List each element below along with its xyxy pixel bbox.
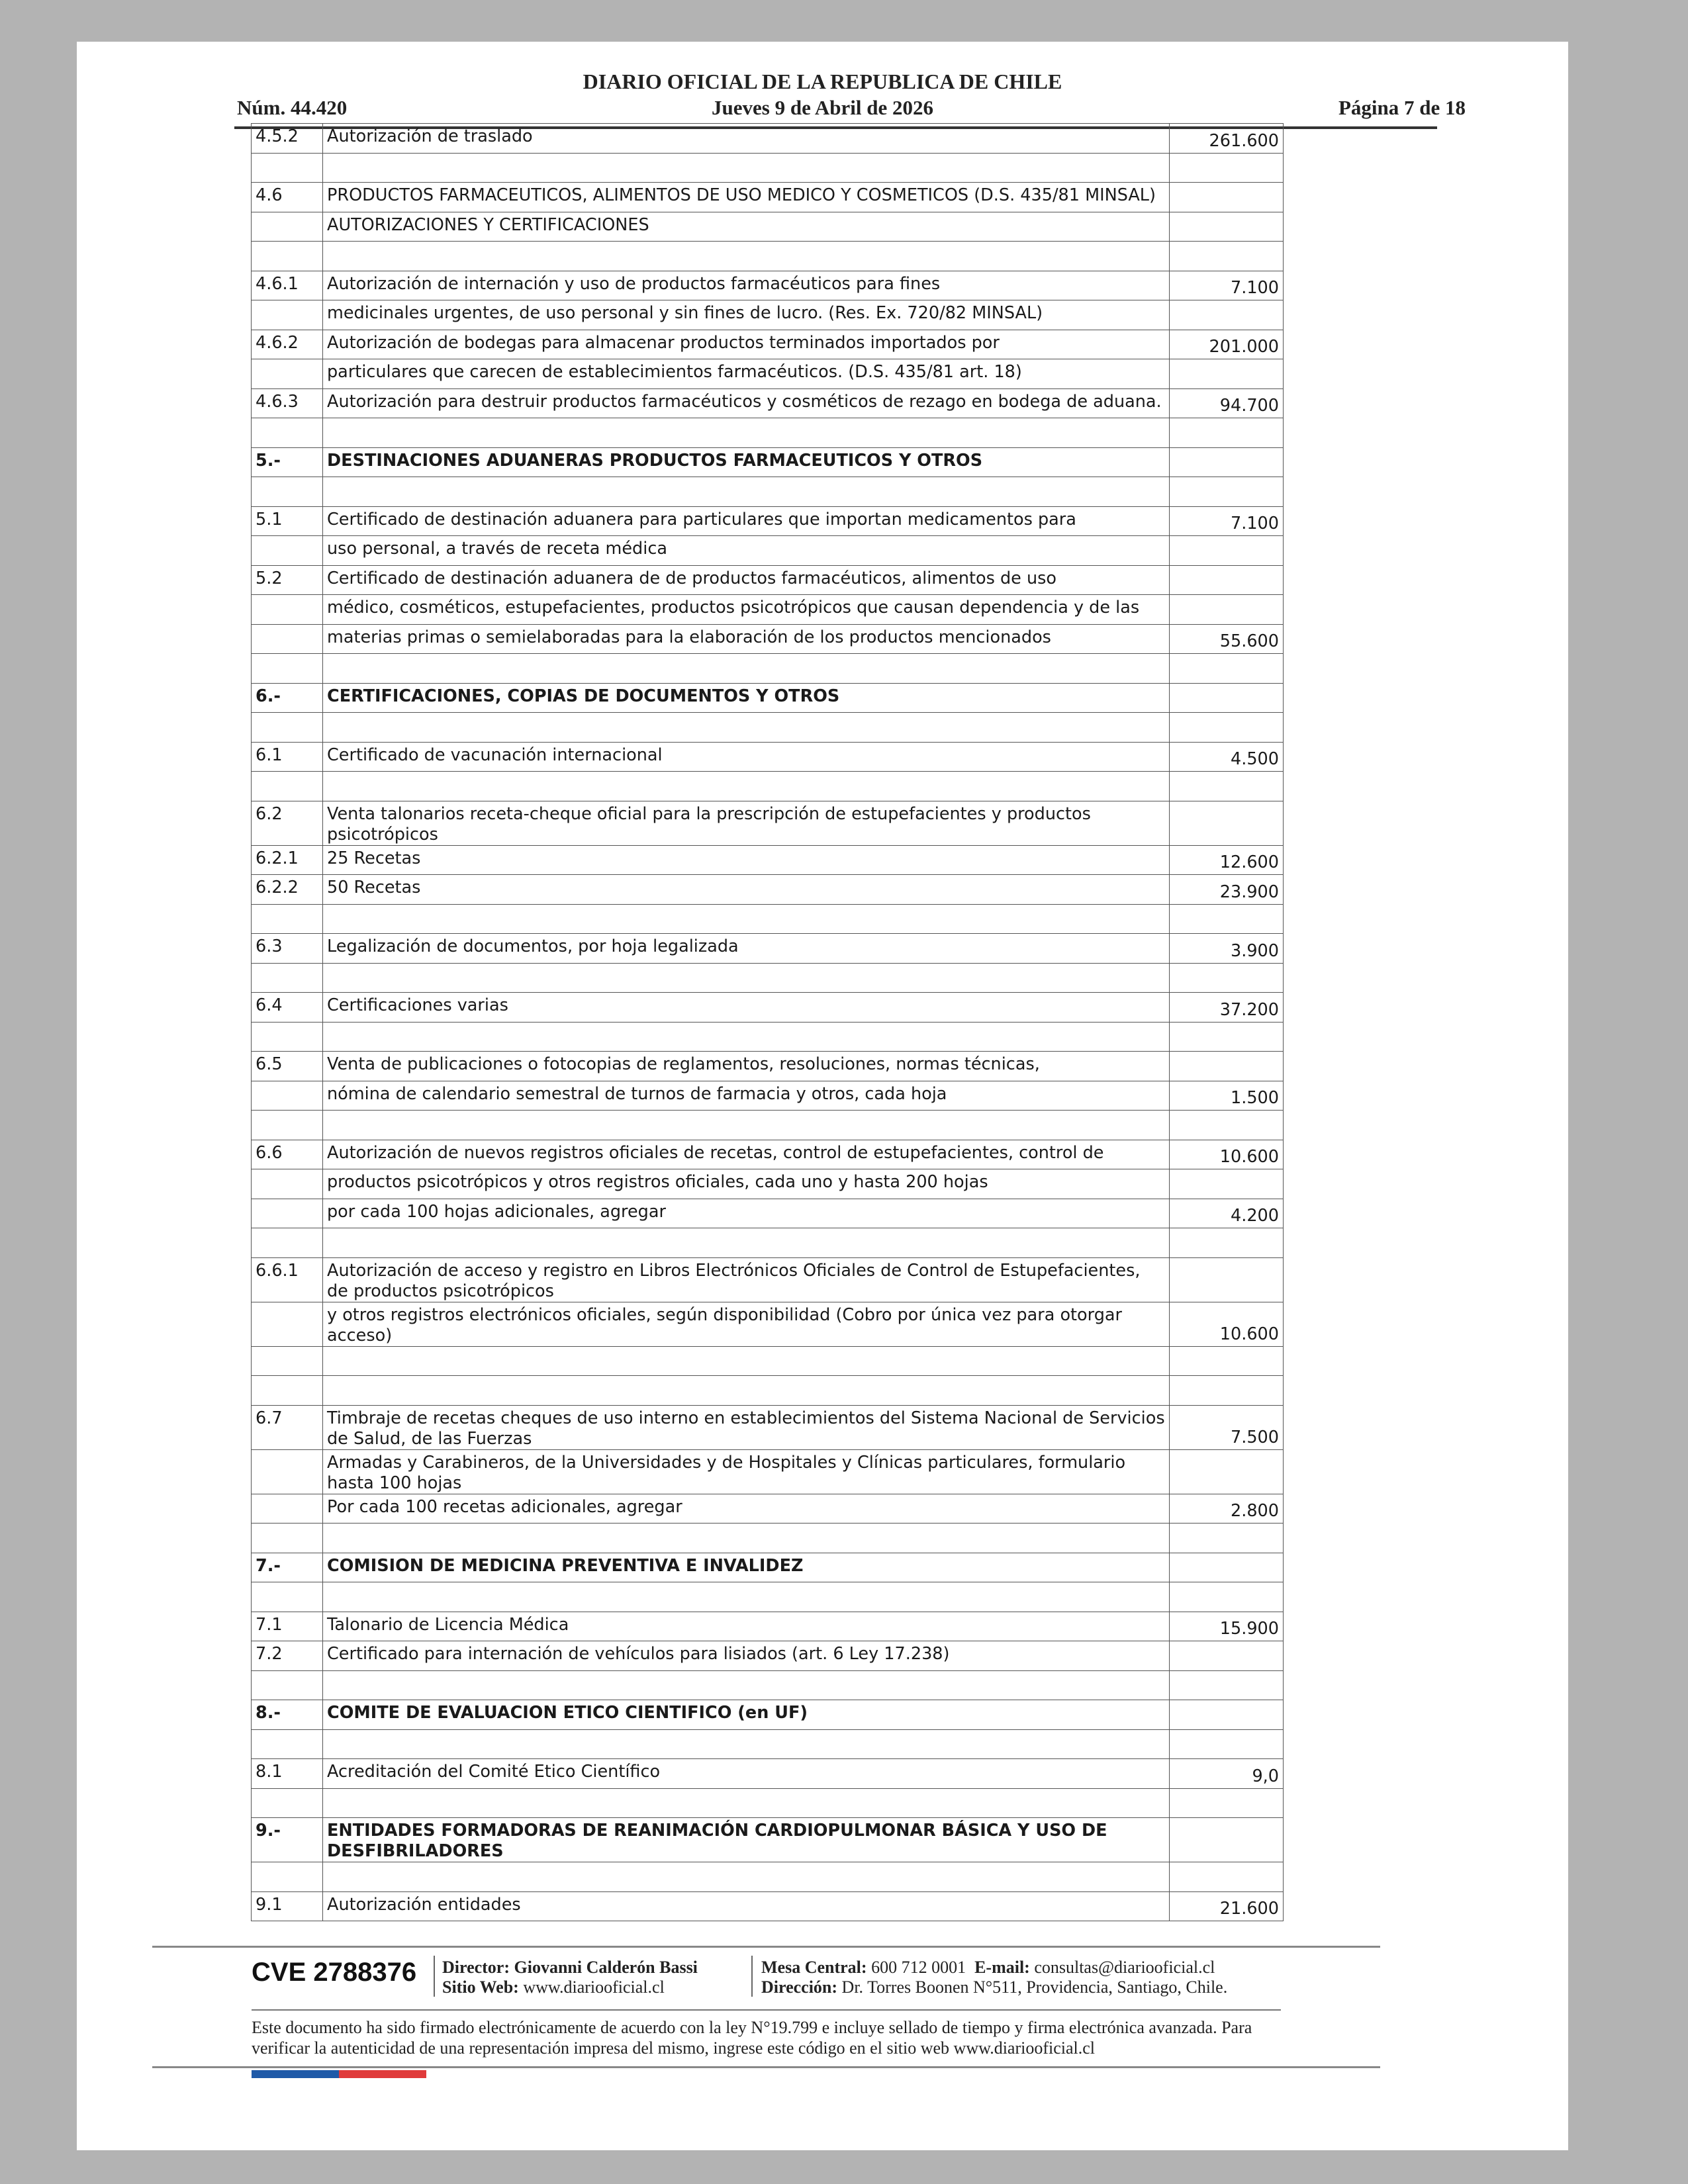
row-code bbox=[252, 963, 323, 993]
row-code bbox=[252, 1449, 323, 1494]
row-description bbox=[323, 1862, 1170, 1892]
table-row bbox=[252, 1670, 1284, 1700]
row-amount bbox=[1170, 1257, 1284, 1302]
table-row bbox=[252, 904, 1284, 934]
row-description: COMISION DE MEDICINA PREVENTIVA E INVALIDEZ bbox=[323, 1553, 1170, 1582]
row-description bbox=[323, 1729, 1170, 1759]
row-description bbox=[323, 713, 1170, 743]
page-indicator: Página 7 de 18 bbox=[1338, 96, 1466, 119]
row-description bbox=[323, 772, 1170, 801]
table-row bbox=[252, 963, 1284, 993]
row-amount: 55.600 bbox=[1170, 624, 1284, 654]
row-amount bbox=[1170, 565, 1284, 595]
row-code: 4.6.3 bbox=[252, 388, 323, 418]
row-code: 5.- bbox=[252, 447, 323, 477]
row-amount bbox=[1170, 536, 1284, 566]
row-amount: 4.200 bbox=[1170, 1199, 1284, 1228]
row-amount bbox=[1170, 1524, 1284, 1553]
row-description: Certificado de destinación aduanera de de productos farmacéuticos, alimentos de uso bbox=[323, 565, 1170, 595]
row-description: productos psicotrópicos y otros registros oficiales, cada uno y hasta 200 hojas bbox=[323, 1169, 1170, 1199]
footer-director-block bbox=[442, 1958, 698, 1997]
row-description bbox=[323, 1022, 1170, 1052]
table-row bbox=[252, 447, 1284, 477]
table-row bbox=[252, 1553, 1284, 1582]
row-description: materias primas o semielaboradas para la elaboración de los productos mencionados bbox=[323, 624, 1170, 654]
row-description: Venta de publicaciones o fotocopias de reglamentos, resoluciones, normas técnicas, bbox=[323, 1052, 1170, 1081]
row-amount: 10.600 bbox=[1170, 1140, 1284, 1169]
row-description bbox=[323, 1376, 1170, 1406]
row-amount bbox=[1170, 904, 1284, 934]
row-code: 4.6 bbox=[252, 183, 323, 212]
table-row bbox=[252, 1257, 1284, 1302]
row-amount bbox=[1170, 1670, 1284, 1700]
row-description: y otros registros electrónicos oficiales, según disponibilidad (Cobro por única vez para otorgar acceso) bbox=[323, 1302, 1170, 1346]
row-description: ENTIDADES FORMADORAS DE REANIMACIÓN CARDIOPULMONAR BÁSICA Y USO DE DESFIBRILADORES bbox=[323, 1818, 1170, 1862]
tariff-table bbox=[251, 123, 1284, 1921]
row-code bbox=[252, 1788, 323, 1818]
row-amount bbox=[1170, 300, 1284, 330]
row-amount bbox=[1170, 359, 1284, 389]
row-code: 4.6.2 bbox=[252, 330, 323, 359]
row-code: 9.1 bbox=[252, 1891, 323, 1921]
table-row bbox=[252, 359, 1284, 389]
row-amount bbox=[1170, 153, 1284, 183]
row-amount: 21.600 bbox=[1170, 1891, 1284, 1921]
row-amount: 10.600 bbox=[1170, 1302, 1284, 1346]
row-code bbox=[252, 1169, 323, 1199]
table-row bbox=[252, 1111, 1284, 1140]
row-amount: 23.900 bbox=[1170, 875, 1284, 905]
row-description: nómina de calendario semestral de turnos de farmacia y otros, cada hoja bbox=[323, 1081, 1170, 1111]
table-row bbox=[252, 1449, 1284, 1494]
table-row bbox=[252, 242, 1284, 271]
row-code bbox=[252, 654, 323, 684]
phone-label: Mesa Central: bbox=[761, 1958, 867, 1977]
table-row bbox=[252, 153, 1284, 183]
footer-separator bbox=[751, 1956, 753, 1997]
row-amount: 1.500 bbox=[1170, 1081, 1284, 1111]
row-description: CERTIFICACIONES, COPIAS DE DOCUMENTOS Y OTROS bbox=[323, 683, 1170, 713]
row-amount: 4.500 bbox=[1170, 742, 1284, 772]
row-code bbox=[252, 153, 323, 183]
table-row bbox=[252, 388, 1284, 418]
row-description: Certificado de vacunación internacional bbox=[323, 742, 1170, 772]
row-description: Autorización de nuevos registros oficiales de recetas, control de estupefacientes, control de bbox=[323, 1140, 1170, 1169]
row-code bbox=[252, 1862, 323, 1892]
row-code bbox=[252, 1729, 323, 1759]
row-code bbox=[252, 904, 323, 934]
row-code: 5.1 bbox=[252, 506, 323, 536]
row-description: PRODUCTOS FARMACEUTICOS, ALIMENTOS DE USO MEDICO Y COSMETICOS (D.S. 435/81 MINSAL) bbox=[323, 183, 1170, 212]
footer-separator bbox=[434, 1956, 435, 1997]
row-description bbox=[323, 1228, 1170, 1258]
table-row bbox=[252, 1376, 1284, 1406]
row-amount bbox=[1170, 183, 1284, 212]
row-amount: 12.600 bbox=[1170, 845, 1284, 875]
row-amount bbox=[1170, 654, 1284, 684]
row-description: Autorización de acceso y registro en Libros Electrónicos Oficiales de Control de Estupefacientes, de productos psicotrópicos bbox=[323, 1257, 1170, 1302]
row-amount bbox=[1170, 1582, 1284, 1612]
table-row bbox=[252, 993, 1284, 1023]
row-amount: 7.100 bbox=[1170, 506, 1284, 536]
row-description bbox=[323, 904, 1170, 934]
table-row bbox=[252, 1228, 1284, 1258]
row-description bbox=[323, 418, 1170, 448]
table-row bbox=[252, 1700, 1284, 1730]
table-row bbox=[252, 536, 1284, 566]
row-description bbox=[323, 242, 1170, 271]
table-row bbox=[252, 595, 1284, 625]
row-description bbox=[323, 963, 1170, 993]
table-row bbox=[252, 1302, 1284, 1346]
table-row bbox=[252, 124, 1284, 154]
row-code: 6.6.1 bbox=[252, 1257, 323, 1302]
row-code bbox=[252, 1199, 323, 1228]
row-code bbox=[252, 1228, 323, 1258]
table-row bbox=[252, 742, 1284, 772]
row-description: COMITE DE EVALUACION ETICO CIENTIFICO (en UF) bbox=[323, 1700, 1170, 1730]
row-amount bbox=[1170, 1022, 1284, 1052]
row-code: 4.5.2 bbox=[252, 124, 323, 154]
row-code bbox=[252, 359, 323, 389]
row-description: Por cada 100 recetas adicionales, agregar bbox=[323, 1494, 1170, 1524]
row-description: medicinales urgentes, de uso personal y sin fines de lucro. (Res. Ex. 720/82 MINSAL) bbox=[323, 300, 1170, 330]
table-row bbox=[252, 875, 1284, 905]
row-code bbox=[252, 477, 323, 507]
row-code bbox=[252, 300, 323, 330]
address-value: Dr. Torres Boonen N°511, Providencia, Santiago, Chile. bbox=[841, 1978, 1228, 1997]
row-description: Talonario de Licencia Médica bbox=[323, 1612, 1170, 1641]
row-code bbox=[252, 242, 323, 271]
row-description bbox=[323, 1346, 1170, 1376]
row-amount bbox=[1170, 242, 1284, 271]
table-row bbox=[252, 565, 1284, 595]
table-row bbox=[252, 1759, 1284, 1789]
row-description bbox=[323, 1111, 1170, 1140]
row-code bbox=[252, 713, 323, 743]
row-amount: 3.900 bbox=[1170, 934, 1284, 964]
issue-number: Núm. 44.420 bbox=[237, 96, 348, 119]
row-description: AUTORIZACIONES Y CERTIFICACIONES bbox=[323, 212, 1170, 242]
table-row bbox=[252, 1169, 1284, 1199]
row-amount bbox=[1170, 1052, 1284, 1081]
row-code bbox=[252, 1302, 323, 1346]
row-amount bbox=[1170, 1346, 1284, 1376]
footer-divider-mid bbox=[252, 2009, 1281, 2011]
table-row bbox=[252, 713, 1284, 743]
row-description: Certificado para internación de vehículos para lisiados (art. 6 Ley 17.238) bbox=[323, 1641, 1170, 1671]
table-row bbox=[252, 801, 1284, 845]
email-link[interactable]: consultas@diariooficial.cl bbox=[1034, 1958, 1215, 1977]
row-code bbox=[252, 1022, 323, 1052]
row-code: 9.- bbox=[252, 1818, 323, 1862]
table-row bbox=[252, 1729, 1284, 1759]
row-amount bbox=[1170, 772, 1284, 801]
table-row bbox=[252, 654, 1284, 684]
row-description: particulares que carecen de establecimientos farmacéuticos. (D.S. 435/81 art. 18) bbox=[323, 359, 1170, 389]
table-row bbox=[252, 772, 1284, 801]
row-description: Autorización de traslado bbox=[323, 124, 1170, 154]
row-code: 6.- bbox=[252, 683, 323, 713]
address-label: Dirección: bbox=[761, 1978, 838, 1997]
row-amount: 2.800 bbox=[1170, 1494, 1284, 1524]
row-description bbox=[323, 1524, 1170, 1553]
legal-notice: Este documento ha sido firmado electrónicamente de acuerdo con la ley N°19.799 e incluye sellado de tiempo y firma electrónica avanzada. Para verificar la autenticidad de una representación impresa del mismo, ingrese este código en el sitio web www.diariooficial.cl bbox=[252, 2018, 1252, 2058]
phone-value: 600 712 0001 bbox=[871, 1958, 966, 1977]
row-amount: 9,0 bbox=[1170, 1759, 1284, 1789]
row-amount: 201.000 bbox=[1170, 330, 1284, 359]
row-code bbox=[252, 624, 323, 654]
table-row bbox=[252, 1524, 1284, 1553]
row-code: 6.6 bbox=[252, 1140, 323, 1169]
row-amount: 37.200 bbox=[1170, 993, 1284, 1023]
row-description: Autorización de bodegas para almacenar productos terminados importados por bbox=[323, 330, 1170, 359]
row-amount bbox=[1170, 477, 1284, 507]
row-code: 7.2 bbox=[252, 1641, 323, 1671]
row-description: Autorización de internación y uso de productos farmacéuticos para fines bbox=[323, 271, 1170, 300]
row-amount bbox=[1170, 1862, 1284, 1892]
table-row bbox=[252, 845, 1284, 875]
row-amount bbox=[1170, 1228, 1284, 1258]
row-amount: 7.100 bbox=[1170, 271, 1284, 300]
row-code bbox=[252, 1111, 323, 1140]
issue-date: Jueves 9 de Abril de 2026 bbox=[712, 96, 933, 119]
row-code: 8.- bbox=[252, 1700, 323, 1730]
table-row bbox=[252, 183, 1284, 212]
row-code bbox=[252, 595, 323, 625]
table-row bbox=[252, 477, 1284, 507]
row-amount bbox=[1170, 683, 1284, 713]
row-code bbox=[252, 418, 323, 448]
table-row bbox=[252, 418, 1284, 448]
row-code bbox=[252, 1670, 323, 1700]
table-row bbox=[252, 330, 1284, 359]
row-code: 6.2.2 bbox=[252, 875, 323, 905]
row-amount bbox=[1170, 713, 1284, 743]
row-description: Acreditación del Comité Etico Científico bbox=[323, 1759, 1170, 1789]
row-code: 7.- bbox=[252, 1553, 323, 1582]
table-row bbox=[252, 1052, 1284, 1081]
row-amount bbox=[1170, 1700, 1284, 1730]
director-label: Director: bbox=[442, 1958, 510, 1977]
row-amount bbox=[1170, 212, 1284, 242]
gazette-title: DIARIO OFICIAL DE LA REPUBLICA DE CHILE bbox=[583, 69, 1062, 93]
row-amount: 261.600 bbox=[1170, 124, 1284, 154]
row-description bbox=[323, 654, 1170, 684]
row-description: Certificado de destinación aduanera para particulares que importan medicamentos para bbox=[323, 506, 1170, 536]
row-code bbox=[252, 1376, 323, 1406]
table-row bbox=[252, 1891, 1284, 1921]
row-description: Venta talonarios receta-cheque oficial para la prescripción de estupefacientes y productos psicotrópicos bbox=[323, 801, 1170, 845]
row-code: 6.5 bbox=[252, 1052, 323, 1081]
row-code: 6.2 bbox=[252, 801, 323, 845]
table-row bbox=[252, 683, 1284, 713]
row-code: 6.1 bbox=[252, 742, 323, 772]
director-name: Giovanni Calderón Bassi bbox=[514, 1958, 698, 1977]
table-row bbox=[252, 1140, 1284, 1169]
row-description: Autorización entidades bbox=[323, 1891, 1170, 1921]
row-description bbox=[323, 1788, 1170, 1818]
site-link[interactable]: www.diariooficial.cl bbox=[523, 1978, 665, 1997]
row-code: 4.6.1 bbox=[252, 271, 323, 300]
row-code: 6.4 bbox=[252, 993, 323, 1023]
email-label: E-mail: bbox=[974, 1958, 1030, 1977]
row-description bbox=[323, 1670, 1170, 1700]
table-row bbox=[252, 300, 1284, 330]
row-amount bbox=[1170, 1788, 1284, 1818]
row-description: Certificaciones varias bbox=[323, 993, 1170, 1023]
table-row bbox=[252, 1405, 1284, 1449]
row-amount bbox=[1170, 418, 1284, 448]
row-description: Armadas y Carabineros, de la Universidades y de Hospitales y Clínicas particulares, formulario hasta 100 hojas bbox=[323, 1449, 1170, 1494]
table-row bbox=[252, 1862, 1284, 1892]
row-code bbox=[252, 772, 323, 801]
row-code: 7.1 bbox=[252, 1612, 323, 1641]
table-row bbox=[252, 506, 1284, 536]
table-row bbox=[252, 212, 1284, 242]
footer-divider-top bbox=[152, 1946, 1380, 1948]
row-code bbox=[252, 1524, 323, 1553]
table-row bbox=[252, 1494, 1284, 1524]
row-code: 5.2 bbox=[252, 565, 323, 595]
row-description bbox=[323, 477, 1170, 507]
row-description: 50 Recetas bbox=[323, 875, 1170, 905]
row-code: 6.7 bbox=[252, 1405, 323, 1449]
row-amount bbox=[1170, 1818, 1284, 1862]
table-row bbox=[252, 1022, 1284, 1052]
row-amount bbox=[1170, 1169, 1284, 1199]
row-amount bbox=[1170, 1641, 1284, 1671]
table-row bbox=[252, 1199, 1284, 1228]
row-code bbox=[252, 1582, 323, 1612]
row-amount bbox=[1170, 801, 1284, 845]
footer-contact-block bbox=[761, 1958, 1227, 1997]
row-amount bbox=[1170, 963, 1284, 993]
flag-stripe-blue bbox=[252, 2070, 339, 2078]
row-amount bbox=[1170, 1449, 1284, 1494]
table-row bbox=[252, 1788, 1284, 1818]
row-amount: 7.500 bbox=[1170, 1405, 1284, 1449]
table-row bbox=[252, 1818, 1284, 1862]
row-code: 6.2.1 bbox=[252, 845, 323, 875]
row-amount bbox=[1170, 1111, 1284, 1140]
footer-divider-bottom bbox=[152, 2066, 1380, 2068]
row-code: 6.3 bbox=[252, 934, 323, 964]
row-amount bbox=[1170, 447, 1284, 477]
site-label: Sitio Web: bbox=[442, 1978, 519, 1997]
row-amount bbox=[1170, 1376, 1284, 1406]
row-description: por cada 100 hojas adicionales, agregar bbox=[323, 1199, 1170, 1228]
row-description bbox=[323, 1582, 1170, 1612]
row-amount: 15.900 bbox=[1170, 1612, 1284, 1641]
table-row bbox=[252, 934, 1284, 964]
table-row bbox=[252, 1641, 1284, 1671]
row-description: uso personal, a través de receta médica bbox=[323, 536, 1170, 566]
cve-code: CVE 2788376 bbox=[252, 1958, 417, 1987]
row-description: Autorización para destruir productos farmacéuticos y cosméticos de rezago en bodega de aduana. bbox=[323, 388, 1170, 418]
row-description: Legalización de documentos, por hoja legalizada bbox=[323, 934, 1170, 964]
row-code bbox=[252, 1346, 323, 1376]
row-description: DESTINACIONES ADUANERAS PRODUCTOS FARMACEUTICOS Y OTROS bbox=[323, 447, 1170, 477]
row-amount: 94.700 bbox=[1170, 388, 1284, 418]
row-code bbox=[252, 1494, 323, 1524]
row-code bbox=[252, 1081, 323, 1111]
table-row bbox=[252, 624, 1284, 654]
table-row bbox=[252, 1612, 1284, 1641]
row-description: médico, cosméticos, estupefacientes, productos psicotrópicos que causan dependencia y de las bbox=[323, 595, 1170, 625]
table-row bbox=[252, 1081, 1284, 1111]
row-amount bbox=[1170, 1729, 1284, 1759]
table-row bbox=[252, 1346, 1284, 1376]
flag-stripe-red bbox=[339, 2070, 426, 2078]
row-code: 8.1 bbox=[252, 1759, 323, 1789]
row-description: 25 Recetas bbox=[323, 845, 1170, 875]
row-code bbox=[252, 212, 323, 242]
row-amount bbox=[1170, 1553, 1284, 1582]
table-row bbox=[252, 1582, 1284, 1612]
row-code bbox=[252, 536, 323, 566]
row-amount bbox=[1170, 595, 1284, 625]
row-description bbox=[323, 153, 1170, 183]
row-description: Timbraje de recetas cheques de uso interno en establecimientos del Sistema Nacional de Servicios de Salud, de las Fuerzas bbox=[323, 1405, 1170, 1449]
table-row bbox=[252, 271, 1284, 300]
